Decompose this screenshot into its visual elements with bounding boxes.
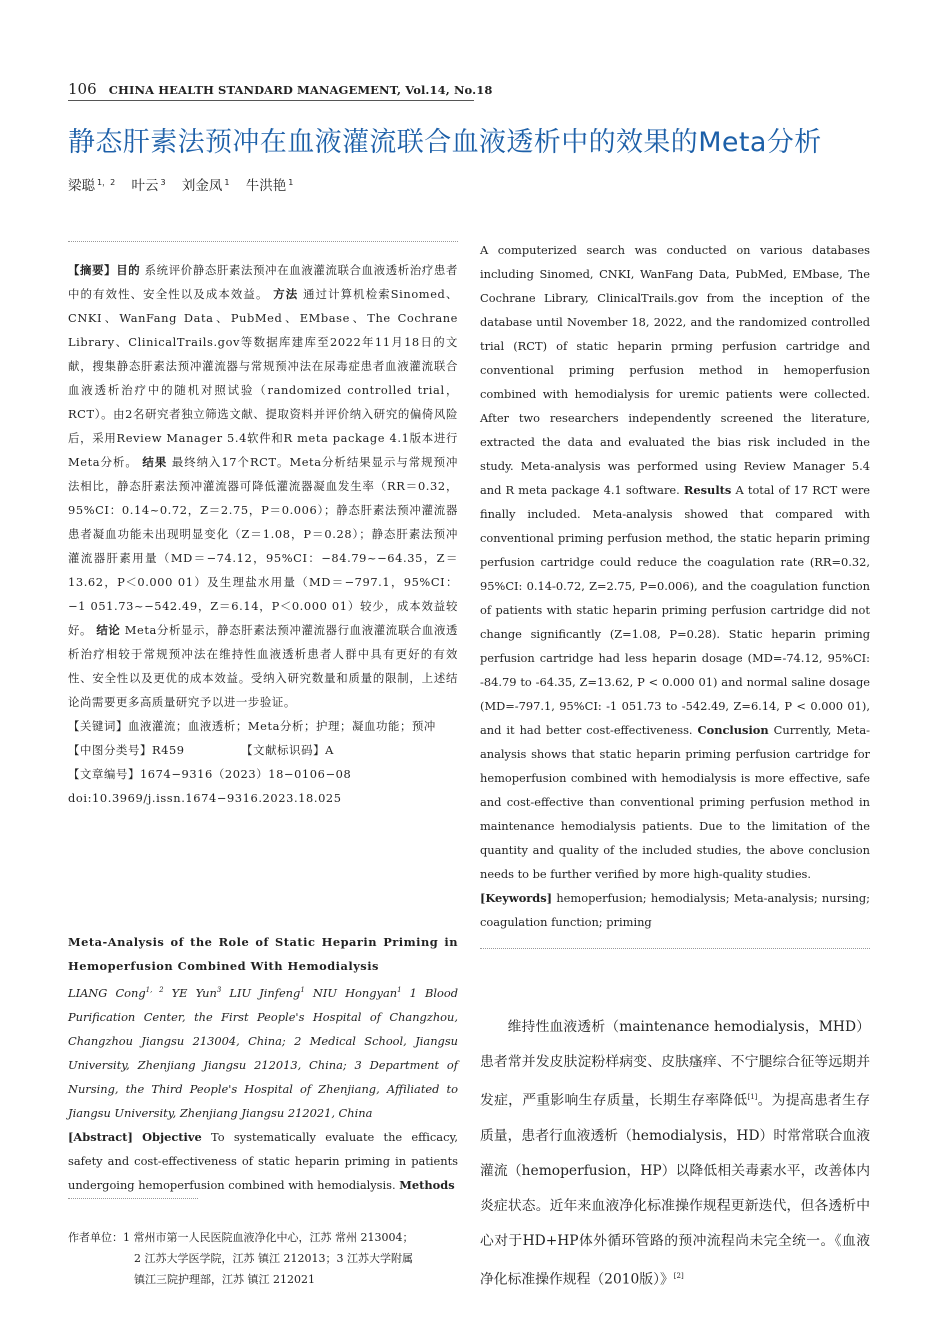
cn-conclusion: Meta分析显示，静态肝素法预冲灌流器行血液灌流联合血液透析治疗相较于常规预冲法在维持性血液透析患者人群中具有更好的有效性、安全性以及更优的成本效益。受纳入研究数量和质量的限制，上述结论尚需要更多高质量研究予以进一步验证。 bbox=[68, 623, 458, 709]
cn-results: 最终纳入17个RCT。Meta分析结果显示与常规预冲法相比，静态肝素法预冲灌流器可降低灌流器凝血发生率（RR＝0.32，95%CI：0.14~0.72，Z＝2.75，P＝0.006）；静态肝素法预冲灌流器患者凝血功能未出现明显变化（Z＝1.08，P＝0.28）；静态肝素法预冲灌流器肝素用量（MD＝−74.12，95%CI：−84.79~−64.35，Z＝13.62，P＜0.000 01）及生理盐水用量（MD＝−797.1，95%CI：−1 051.73~−542.49，Z＝6.14，P＜0.000 01）较少，成本效益较好。 bbox=[68, 455, 458, 637]
en-affiliations: 1 Blood Purification Center, the First People's Hospital of Changzhou, Changzhou Jiangsu 213004, China; 2 Medical School, Jiangsu University, Zhenjiang Jiangsu 212013, China; 3 Department of Nursing, the Third People's Hospital of Zhenjiang, Affiliated to Jiangsu University, Zhenjiang Jiangsu 212021, China bbox=[68, 985, 459, 1120]
author-name: 梁聪 bbox=[68, 178, 95, 194]
articleno-label: 【文章编号】 bbox=[68, 767, 140, 781]
en-author-aff: 1, 2 bbox=[145, 986, 164, 994]
en-keywords: hemoperfusion; hemodialysis; Meta-analysis; nursing; coagulation function; priming bbox=[480, 891, 870, 929]
classification-line bbox=[68, 738, 458, 762]
doccode-value: A bbox=[325, 743, 334, 757]
en-author-aff: 1 bbox=[300, 986, 305, 994]
cn-methods: 通过计算机检索Sinomed、CNKI、WanFang Data、PubMed、EMbase、The Cochrane Library、ClinicalTrails.gov等数据库建库至2022年11月18日的文献，搜集静态肝素法预冲灌流器与常规预冲法在尿毒症患者血液灌流联合血液透析治疗中的随机对照试验（randomized controlled trial，RCT）。由2名研究者独立筛选文献、提取资料并评价纳入研究的偏倚风险后，采用Review Manager 5.4软件和R meta package 4.1版本进行Meta分析。 bbox=[68, 287, 458, 469]
author-list bbox=[68, 174, 305, 194]
en-methods-label: Methods bbox=[399, 1177, 455, 1192]
conclusion-label: 结论 bbox=[96, 623, 121, 637]
articleno-value: 1674−9316（2023）18−0106−08 bbox=[139, 767, 352, 781]
english-abstract-continued bbox=[480, 238, 870, 934]
author-affiliation-note bbox=[68, 1227, 468, 1290]
english-abstract bbox=[68, 930, 458, 1197]
en-methods: A computerized search was conducted on various databases including Sinomed, CNKI, WanFang Data, PubMed, EMbase, The Cochrane Library, ClinicalTrails.gov from the inception of the database until November 18, 2022, and the randomized controlled trial (RCT) of static heparin prming perfusion cartridge and conventional priming perfusion method in hemoperfusion combined with hemodialysis for uremic patients were collected. After two researchers independently screened the literature, extracted the data and evaluated the bias risk included in the study. Meta-analysis was performed using Review Manager 5.4 and R meta package 4.1 software. bbox=[480, 243, 870, 497]
author-name: 牛洪艳 bbox=[245, 178, 287, 194]
en-objective: To systematically evaluate the efficacy, safety and cost-effectiveness of static heparin priming in patients undergoing hemoperfusion combined with hemodialysis. bbox=[68, 1129, 458, 1192]
author-affiliation: 1 bbox=[224, 177, 230, 187]
author-name: 刘金凤 bbox=[181, 178, 223, 194]
en-conclusion: Currently, Meta-analysis shows that static heparin priming perfusion cartridge for hemoperfusion combined with hemodialysis is more effective, safe and cost-effective than conventional priming perfusion method in maintenance hemodialysis patients. Due to the limitation of the quantity and quality of the included studies, the above conclusion needs to be further verified by more high-quality studies. bbox=[480, 723, 871, 881]
en-author-name: YE Yun bbox=[171, 985, 217, 1000]
article-title: 静态肝素法预冲在血液灌流联合血液透析中的效果的Meta分析 bbox=[68, 127, 822, 158]
abstract-label: 【摘要】目的 bbox=[68, 263, 141, 277]
divider bbox=[480, 948, 870, 949]
en-abstract-start bbox=[68, 1125, 458, 1197]
cn-objective: 系统评价静态肝素法预冲在血液灌流联合血液透析治疗患者中的有效性、安全性以及成本效益。 bbox=[68, 263, 458, 301]
divider bbox=[68, 241, 458, 242]
en-abstract-label: [Abstract] bbox=[68, 1129, 133, 1144]
english-title: Meta-Analysis of the Role of Static Heparin Priming in Hemoperfusion Combined With Hemodialysis bbox=[68, 935, 458, 973]
citation-ref: [1] bbox=[747, 1093, 758, 1101]
en-keywords-line bbox=[480, 886, 870, 934]
english-authors bbox=[68, 978, 458, 1125]
author-name: 叶云 bbox=[131, 178, 159, 194]
body-paragraph bbox=[480, 1010, 870, 1297]
keywords-label: 【关键词】 bbox=[68, 719, 128, 733]
en-author-name: NIU Hongyan bbox=[312, 985, 398, 1000]
results-label: 结果 bbox=[142, 455, 168, 469]
en-objective-label: Objective bbox=[142, 1129, 202, 1144]
body-text bbox=[480, 1010, 870, 1297]
keywords-line bbox=[68, 714, 458, 738]
doi: doi:10.3969/j.issn.1674−9316.2023.18.025 bbox=[68, 791, 342, 805]
note-label: 作者单位： bbox=[68, 1231, 123, 1244]
header-rule bbox=[68, 100, 474, 101]
en-author-name: LIANG Cong bbox=[68, 985, 146, 1000]
note-line-3: 镇江三院护理部，江苏 镇江 212021 bbox=[134, 1273, 315, 1286]
en-abstract-body bbox=[480, 238, 870, 886]
author-affiliation: 1，2 bbox=[97, 177, 116, 187]
footnote-divider bbox=[68, 1198, 198, 1199]
en-author-name: LIU Jinfeng bbox=[229, 985, 301, 1000]
en-keywords-label: [Keywords] bbox=[480, 891, 553, 905]
cn-abstract-body bbox=[68, 258, 458, 714]
body-text-part2: 。为提高患者生存质量，患者行血液透析（hemodialysis，HD）时常常联合血液灌流（hemoperfusion，HP）以降低相关毒素水平，改善体内炎症状态。近年来血液净化标准操作规程更新迭代，但各透析中心对于HD+HP体外循环管路的预冲流程尚未完全统一。《血液净化标准操作规程（2010版）》 bbox=[480, 1092, 871, 1288]
en-author-aff: 1 bbox=[397, 986, 402, 994]
body-text-part1: 维持性血液透析（maintenance hemodialysis，MHD）患者常并发皮肤淀粉样病变、皮肤瘙痒、不宁腿综合征等远期并发症，严重影响生存质量，长期生存率降低 bbox=[480, 1019, 870, 1109]
citation-ref: [2] bbox=[673, 1271, 684, 1280]
doccode-label: 【文献标识码】 bbox=[241, 743, 326, 757]
en-results: A total of 17 RCT were finally included. Meta-analysis showed that compared with conventional priming perfusion method, the static heparin priming perfusion cartridge could reduce the coagulation rate (RR=0.32, 95%CI: 0.14-0.72, Z=2.75, P=0.006), and the coagulation function of patients with static heparin priming perfusion cartridge did not change significantly (Z=1.08, P=0.28). Static heparin priming perfusion cartridge had less heparin dosage (MD=-74.12, 95%CI: -84.79 to -64.35, Z=13.62, P < 0.000 01) and normal saline dosage (MD=-797.1, 95%CI: -1 051.73 to -542.49, Z=6.14, P < 0.000 01), and it had better cost-effectiveness. bbox=[480, 483, 871, 737]
en-conclusion-label: Conclusion bbox=[697, 723, 769, 737]
en-results-label: Results bbox=[683, 483, 732, 497]
running-header bbox=[68, 80, 492, 98]
article-number-line bbox=[68, 762, 458, 786]
en-author-aff: 3 bbox=[216, 986, 222, 994]
methods-label: 方法 bbox=[273, 287, 299, 301]
chinese-abstract bbox=[68, 258, 458, 810]
page-number: 106 bbox=[68, 80, 97, 98]
clc-value: R459 bbox=[151, 743, 185, 757]
author-affiliation: 1 bbox=[288, 177, 294, 187]
journal-name: CHINA HEALTH STANDARD MANAGEMENT, Vol.14, No.18 bbox=[108, 83, 493, 97]
clc-label: 【中图分类号】 bbox=[68, 743, 152, 757]
note-line-2: 2 江苏大学医学院，江苏 镇江 212013；3 江苏大学附属 bbox=[134, 1252, 413, 1265]
author-affiliation: 3 bbox=[160, 177, 166, 187]
keywords: 血液灌流；血液透析；Meta分析；护理；凝血功能；预冲 bbox=[127, 719, 436, 733]
note-line bbox=[68, 1227, 468, 1248]
note-line-1: 1 常州市第一人民医院血液净化中心，江苏 常州 213004； bbox=[123, 1231, 414, 1244]
